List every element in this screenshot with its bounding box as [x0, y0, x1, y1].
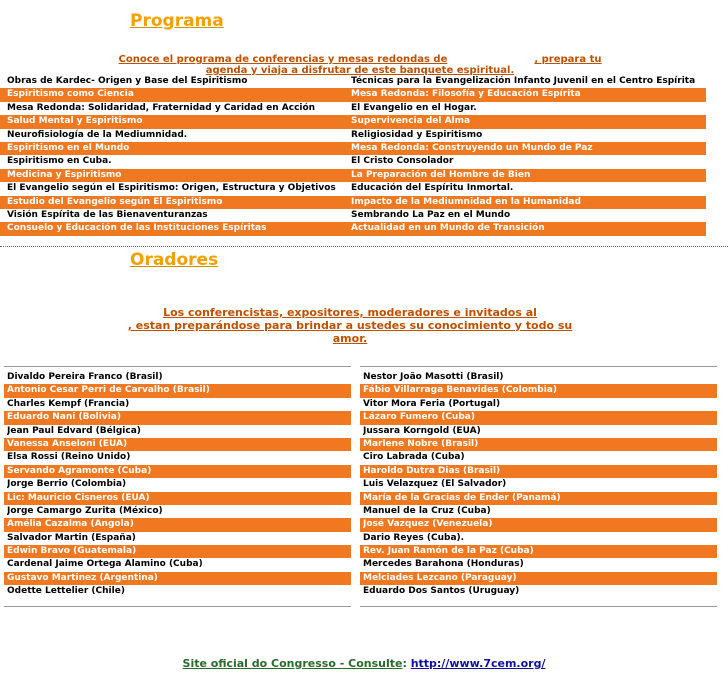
orador-name: Lázaro Fumero (Cuba) [363, 412, 475, 423]
orador-row [4, 411, 351, 424]
oradores-left-top-rule [4, 366, 351, 367]
programa-cell-left: Espiritismo en el Mundo [7, 142, 130, 153]
orador-row [360, 585, 717, 598]
orador-name: Servando Agramonte (Cuba) [7, 465, 152, 476]
oradores-intro [110, 306, 590, 345]
orador-name: Fábio Villarraga Benavides (Colombia) [363, 385, 557, 396]
orador-row [4, 465, 351, 478]
programa-cell-right: Religiosidad y Espiritismo [351, 129, 483, 140]
footer-colon: : [402, 657, 411, 670]
programa-cell-left: Estudio del Evangelio según El Espiritismo [7, 196, 223, 207]
oradores-title: Oradores [130, 250, 219, 270]
orador-row [360, 532, 717, 545]
programa-row [0, 196, 706, 209]
programa-row [0, 129, 706, 142]
orador-name: Jean Paul Edvard (Bélgica) [7, 425, 141, 436]
orador-name: Haroldo Dutra Dias (Brasil) [363, 465, 501, 476]
programa-table [0, 75, 706, 236]
programa-cell-right: Sembrando La Paz en el Mundo [351, 209, 511, 220]
orador-name: Luis Velazquez (El Salvador) [363, 479, 507, 490]
programa-cell-left: Mesa Redonda: Solidaridad, Fraternidad y Caridad en Acción [7, 102, 316, 113]
programa-title: Programa [130, 11, 224, 31]
orador-name: Melciades Lezcano (Paraguay) [363, 572, 517, 583]
orador-row [360, 438, 717, 451]
programa-cell-left: Neurofisiología de la Mediumnidad. [7, 129, 188, 140]
programa-row [0, 155, 706, 168]
orador-row [4, 505, 351, 518]
oradores-right-list [360, 371, 717, 599]
programa-cell-right: Supervivencia del Alma [351, 116, 471, 127]
programa-cell-left: Obras de Kardec- Origen y Base del Espiritismo [7, 76, 248, 86]
orador-row [360, 558, 717, 571]
orador-row [360, 465, 717, 478]
orador-name: Divaldo Pereira Franco (Brasil) [7, 372, 163, 382]
programa-cell-right: El Cristo Consolador [351, 156, 454, 167]
orador-name: Eduardo Dos Santos (Uruguay) [363, 586, 520, 597]
orador-row [4, 438, 351, 451]
orador-row [360, 411, 717, 424]
orador-name: Lic: Mauricio Cisneros (EUA) [7, 492, 150, 503]
orador-row [360, 492, 717, 505]
oradores-intro-line1: Los conferencistas, expositores, moderadores e invitados al [163, 306, 537, 319]
orador-name: Amélia Cazalma (Angola) [7, 519, 134, 530]
orador-name: Mercedes Barahona (Honduras) [363, 559, 524, 570]
orador-row [4, 371, 351, 384]
orador-name: Gustavo Martinez (Argentina) [7, 572, 158, 583]
orador-name: Manuel de la Cruz (Cuba) [363, 505, 491, 516]
orador-row [4, 558, 351, 571]
programa-cell-left: Espiritismo como Ciencia [7, 89, 134, 100]
programa-cell-left: Consuelo y Educación de las Instituciones Espíritas [7, 223, 267, 234]
orador-name: Marlene Nobre (Brasil) [363, 438, 479, 449]
orador-row [360, 384, 717, 397]
programa-intro [100, 54, 620, 76]
oradores-left-list [4, 371, 351, 599]
orador-name: Antonio Cesar Perri de Carvalho (Brasil) [7, 385, 210, 396]
orador-name: Odette Lettelier (Chile) [7, 586, 125, 597]
orador-row [360, 518, 717, 531]
orador-name: Cardenal Jaime Ortega Alamino (Cuba) [7, 559, 203, 570]
programa-cell-right: Educación del Espíritu Inmortal. [351, 183, 514, 194]
orador-row [360, 572, 717, 585]
orador-name: Edwin Bravo (Guatemala) [7, 546, 137, 557]
programa-cell-left: El Evangelio según el Espiritismo: Origen, Estructura y Objetivos [7, 183, 336, 194]
orador-name: Elsa Rossi (Reino Unido) [7, 452, 131, 463]
oradores-right-bottom-rule [360, 606, 717, 607]
orador-row [4, 384, 351, 397]
oradores-left-bottom-rule [4, 606, 351, 607]
orador-name: Charles Kempf (Francia) [7, 398, 130, 409]
orador-row [4, 478, 351, 491]
programa-cell-right: Actualidad en un Mundo de Transición [351, 223, 545, 234]
orador-name: Jorge Berrio (Colombia) [7, 479, 127, 490]
orador-row [360, 398, 717, 411]
orador-row [4, 425, 351, 438]
orador-row [4, 545, 351, 558]
programa-row [0, 209, 706, 222]
orador-name: Nestor João Masotti (Brasil) [363, 372, 504, 382]
programa-intro-line1: Conoce el programa de conferencias y mesas redondas de [118, 54, 448, 65]
programa-intro-line2: agenda y viaja a disfrutar de este banquete espiritual. [205, 65, 515, 76]
programa-row [0, 182, 706, 195]
orador-name: María de la Gracias de Ender (Panamá) [363, 492, 561, 503]
programa-row [0, 222, 706, 235]
orador-row [4, 585, 351, 598]
orador-row [4, 398, 351, 411]
programa-cell-right: El Evangelio en el Hogar. [351, 102, 477, 113]
orador-name: Eduardo Nani (Bolivia) [7, 412, 121, 423]
orador-name: Ciro Labrada (Cuba) [363, 452, 465, 463]
orador-name: Jorge Camargo Zurita (México) [7, 505, 163, 516]
footer-label: Site oficial do Congresso - Consulte [182, 657, 403, 670]
orador-name: José Vazquez (Venezuela) [363, 519, 493, 530]
programa-row [0, 115, 706, 128]
programa-row [0, 75, 706, 88]
programa-cell-left: Visión Espírita de las Bienaventuranzas [7, 209, 208, 220]
orador-row [4, 492, 351, 505]
orador-row [360, 425, 717, 438]
orador-name: Rev. Juan Ramón de la Paz (Cuba) [363, 546, 534, 557]
programa-row [0, 102, 706, 115]
oradores-right-top-rule [360, 366, 717, 367]
programa-cell-left: Espiritismo en Cuba. [7, 156, 112, 167]
orador-row [4, 518, 351, 531]
section-divider [0, 246, 728, 247]
programa-cell-right: Mesa Redonda: Filosofía y Educación Espírita [351, 89, 581, 100]
orador-row [4, 451, 351, 464]
orador-row [360, 451, 717, 464]
footer [0, 657, 728, 670]
programa-cell-right: La Preparación del Hombre de Bien [351, 169, 531, 180]
orador-name: Vanessa Anseloni (EUA) [7, 438, 128, 449]
footer-link[interactable]: http://www.7cem.org/ [410, 657, 546, 670]
orador-name: Salvador Martin (España) [7, 532, 136, 543]
orador-row [4, 532, 351, 545]
orador-name: Dario Reyes (Cuba). [363, 532, 465, 543]
programa-intro-line1b: , prepara tu [534, 54, 602, 65]
programa-row [0, 169, 706, 182]
programa-row [0, 142, 706, 155]
orador-row [360, 371, 717, 384]
orador-row [4, 572, 351, 585]
programa-cell-right: Mesa Redonda: Construyendo un Mundo de Paz [351, 142, 593, 153]
oradores-intro-line2: , estan preparándose para brindar a ustedes su conocimiento y todo su [127, 319, 573, 332]
oradores-intro-line3: amor. [332, 332, 368, 345]
orador-row [360, 505, 717, 518]
programa-row [0, 88, 706, 101]
orador-row [360, 478, 717, 491]
programa-cell-right: Técnicas para la Evangelización Infanto Juvenil en el Centro Espírita [351, 76, 696, 86]
orador-name: Jussara Korngold (EUA) [363, 425, 481, 436]
orador-name: Vitor Mora Feria (Portugal) [363, 398, 501, 409]
orador-row [360, 545, 717, 558]
programa-cell-right: Impacto de la Mediumnidad en la Humanidad [351, 196, 581, 207]
programa-cell-left: Salud Mental y Espiritismo [7, 116, 143, 127]
programa-cell-left: Medicina y Espiritismo [7, 169, 122, 180]
